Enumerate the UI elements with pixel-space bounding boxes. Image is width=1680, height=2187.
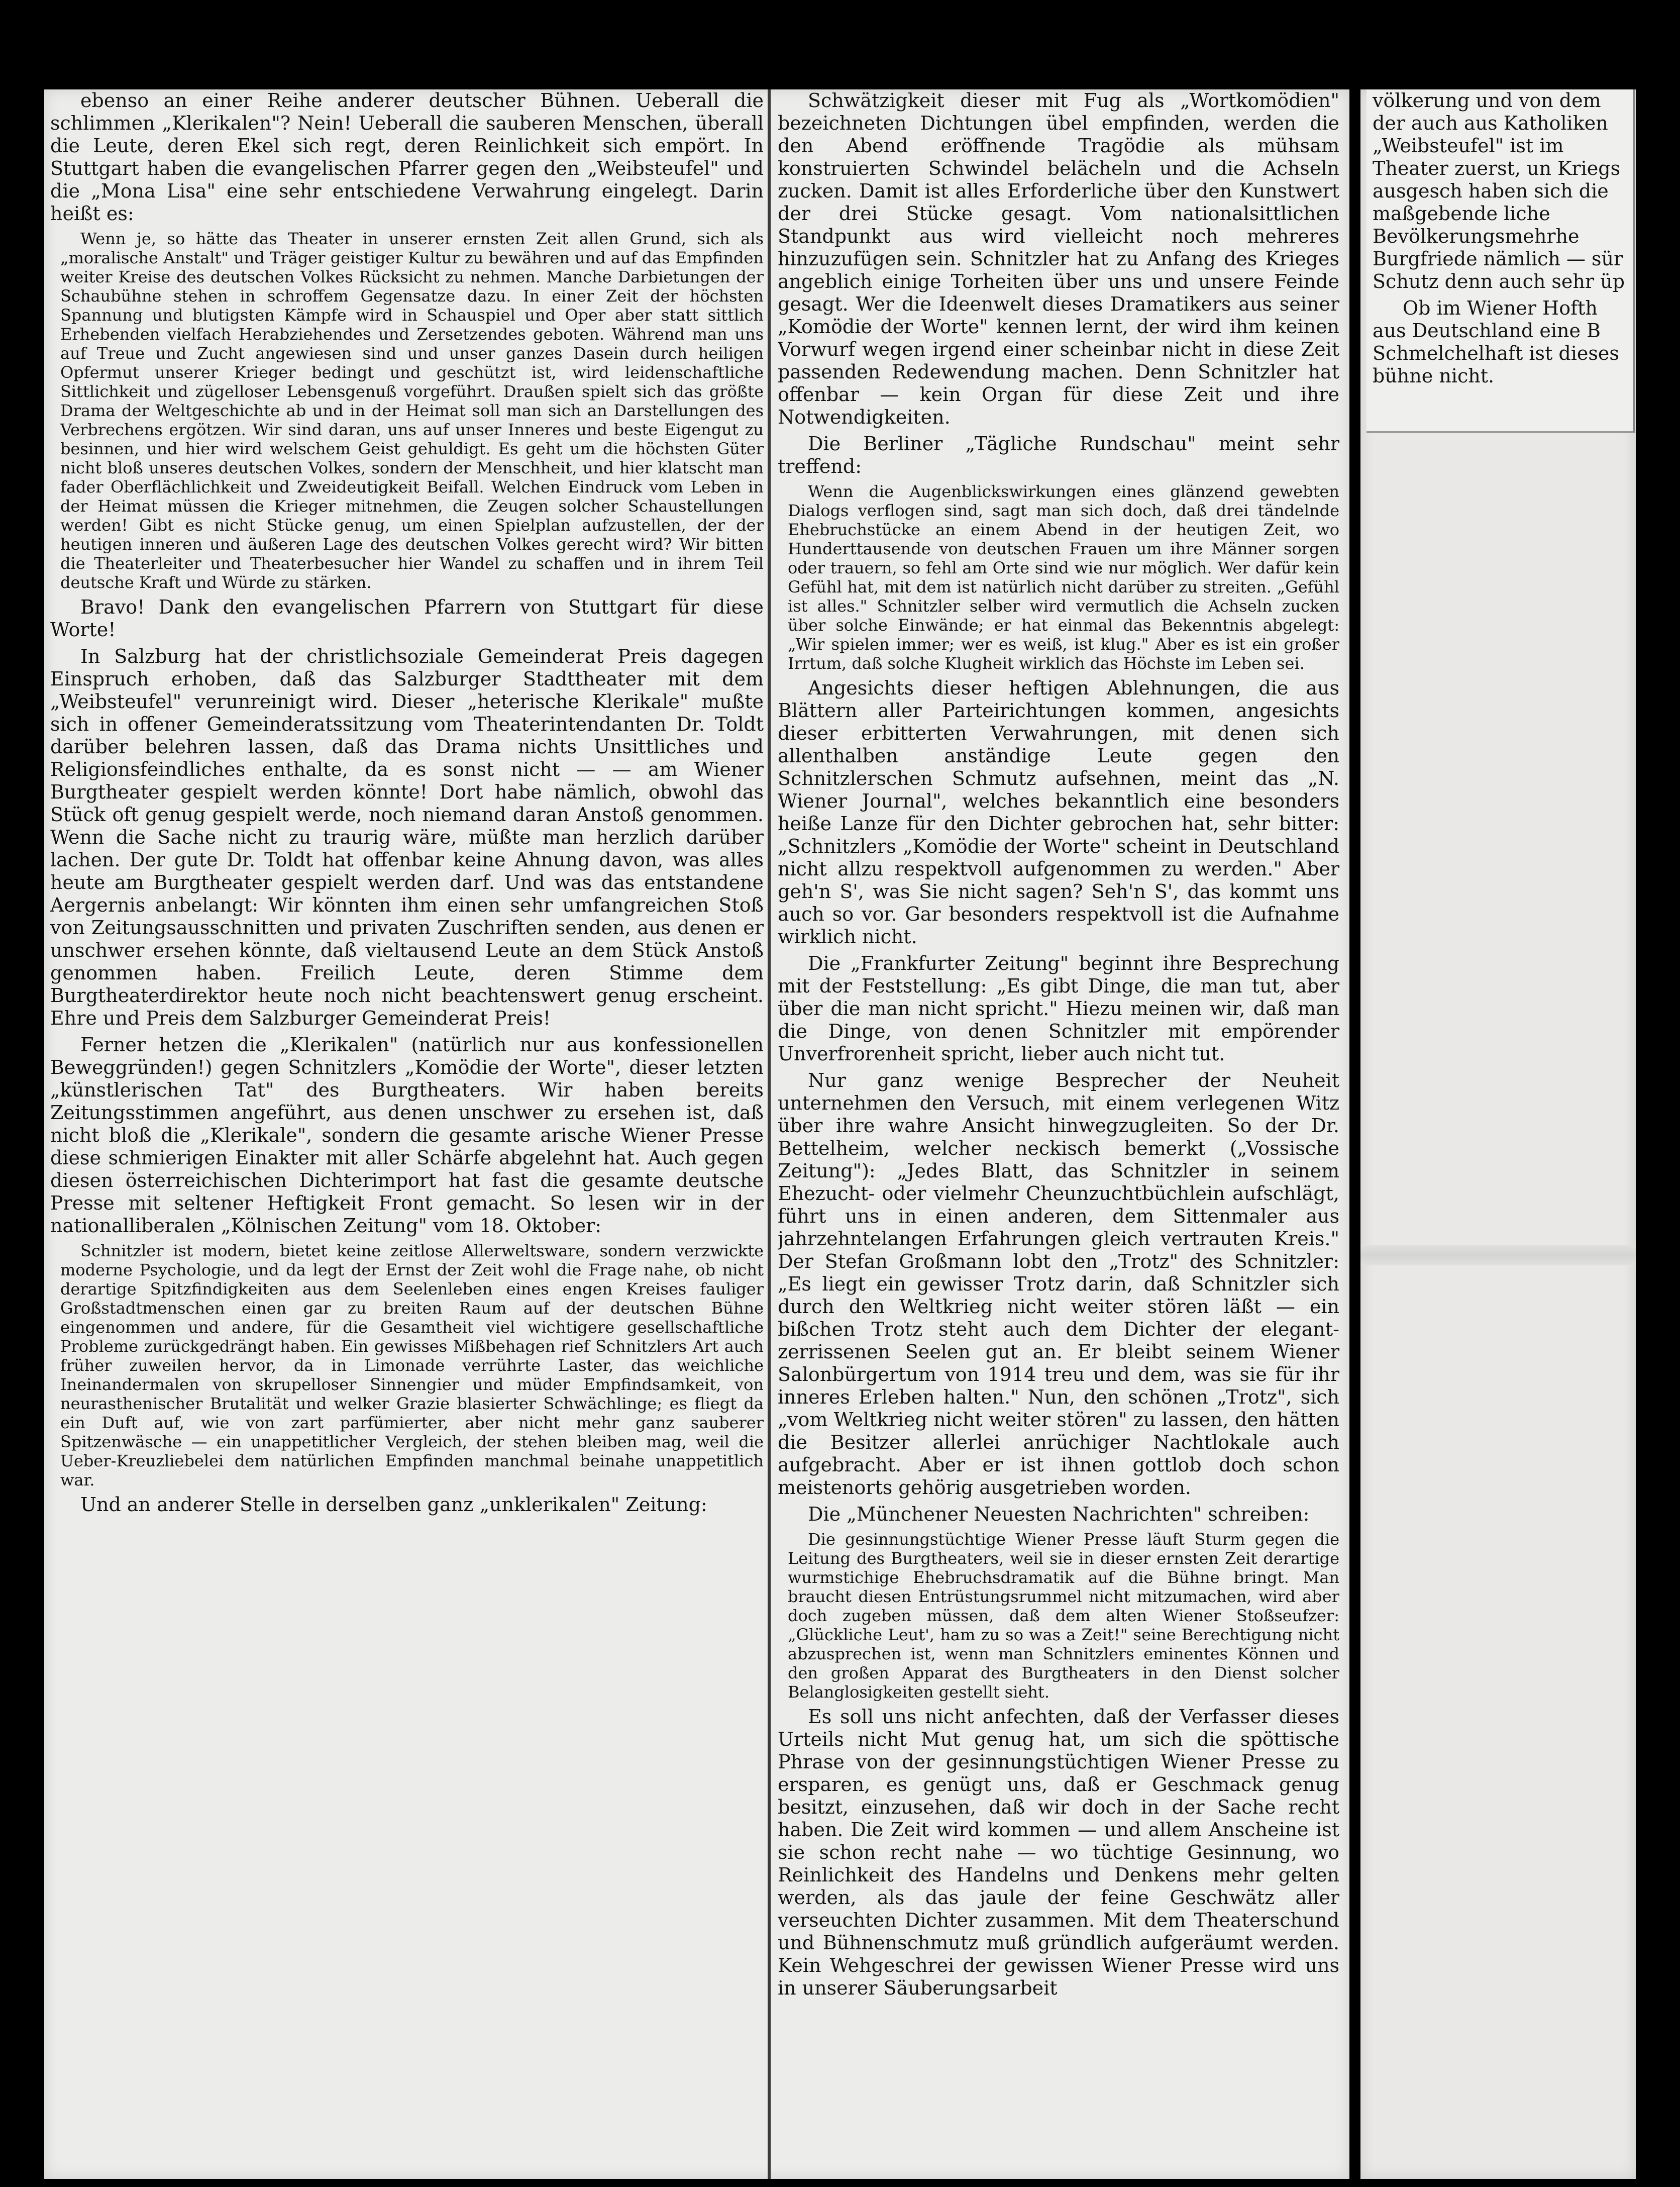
paragraph: Schwätzigkeit dieser mit Fug als „Wortkomödien" bezeichneten Dichtungen übel empfinden, werden die den Abend eröffnende Tragödie als mühsam konstruierten Schwindel belächeln und die Achseln zucken. Damit ist alles Erforderliche über den Kunstwert der drei Stücke gesagt. Vom nationalsittlichen Standpunkt aus wird vielleicht noch mehreres hinzuzufügen sein. Schnitzler hat zu Anfang des Krieges angeblich einige Torheiten über uns und unsere Feinde gesagt. Wer die Ideenwelt dieses Dramatikers aus seiner „Komödie der Worte" kennen lernt, der wird ihm keinen Vorwurf wegen irgend einer scheinbar nicht in diese Zeit passenden Redewendung machen. Denn Schnitzler hat offenbar — kein Organ für diese Zeit und ihre Notwendigkeiten.	[778, 89, 1339, 428]
paragraph: Nur ganz wenige Besprecher der Neuheit unternehmen den Versuch, mit einem verlegenen Witz über ihre wahre Ansicht hinwegzugleiten. So der Dr. Bettelheim, welcher neckisch bemerkt („Vossische Zeitung"): „Jedes Blatt, das Schnitzler in seinem Ehezucht- oder vielmehr Cheunzuchtbüchlein aufschlägt, führt uns in einen anderen, dem Sittenmaler aus jahrzehntelangen Erfahrungen gleich vertrauten Kreis." Der Stefan Großmann lobt den „Trotz" des Schnitzler: „Es liegt ein gewisser Trotz darin, daß Schnitzler sich durch den Weltkrieg nicht weiter stören läßt — ein bißchen Trotz steht auch dem Dichter der elegant-zerrissenen Seelen gut an. Er bleibt seinem Wiener Salonbürgertum von 1914 treu und dem, was sie für ihr inneres Erleben halten." Nun, den schönen „Trotz", sich „vom Weltkrieg nicht weiter stören" zu lassen, den hätten die Besitzer allerlei anrüchiger Nachtlokale auch aufgebracht. Aber er ist ihnen gottlob doch schon meistenorts gehörig ausgetrieben worden.	[778, 1069, 1339, 1499]
paragraph: Bravo! Dank den evangelischen Pfarrern von Stuttgart für diese Worte!	[50, 596, 764, 641]
quoted-paragraph: Wenn je, so hätte das Theater in unserer ernsten Zeit allen Grund, sich als „moralische Anstalt" und Träger geistiger Kultur zu bewähren und auf das Empfinden weiter Kreise des deutschen Volkes Rücksicht zu nehmen. Manche Darbietungen der Schaubühne stehen in schroffem Gegensatze dazu. In einer Zeit der höchsten Spannung und blutigsten Kämpfe wird in Schauspiel und Oper aber statt sittlich Erhebenden vielfach Herabziehendes und Zersetzendes geboten. Während man uns auf Treue und Zucht angewiesen sind und unser ganzes Dasein durch heiligen Opfermut unserer Krieger bedingt und geschützt ist, wird leidenschaftliche Sittlichkeit und zügelloser Lebensgenuß vorgeführt. Draußen spielt sich das größte Drama der Weltgeschichte ab und in der Heimat soll man sich an Darstellungen des Verbrechens ergötzen. Wir sind daran, uns auf unser Inneres und beste Eigengut zu besinnen, und hier wird welschem Geist gehuldigt. Es geht um die höchsten Güter nicht bloß unseres deutschen Volkes, sondern der Menschheit, und hier klatscht man fader Oberflächlichkeit und Zweideutigkeit Beifall. Welchen Eindruck vom Leben in der Heimat müssen die Krieger mitnehmen, die Zeugen solcher Schaustellungen werden! Gibt es nicht Stücke genug, um einen Spielplan aufzustellen, der der heutigen inneren und äußeren Lage des deutschen Volkes gerecht wird? Wir bitten die Theaterleiter und Theaterbesucher hier Wandel zu schaffen und in ihrem Teil deutsche Kraft und Würde zu stärken.	[60, 229, 764, 592]
paragraph: Und an anderer Stelle in derselben ganz „unklerikalen" Zeitung:	[80, 1494, 707, 1516]
paragraph: In Salzburg hat der christlichsoziale Gemeinderat Preis dagegen Einspruch erhoben, daß das Salzburger Stadttheater mit dem „Weibsteufel" verunreinigt wird. Dieser „heterische Klerikale" mußte sich in offener Gemeinderatssitzung vom Theaterintendanten Dr. Toldt darüber belehren lassen, daß das Drama nichts Unsittliches und Religionsfeindliches enthalte, da es sonst nicht — — am Wiener Burgtheater gespielt werden könnte! Dort habe nämlich, obwohl das Stück oft genug gespielt werde, noch niemand daran Anstoß genommen. Wenn die Sache nicht zu traurig wäre, müßte man herzlich darüber lachen. Der gute Dr. Toldt hat offenbar keine Ahnung davon, was alles heute am Burgtheater gespielt werden darf. Und was das entstandene Aergernis anbelangt: Wir könnten ihm einen sehr umfangreichen Stoß von Zeitungsausschnitten und privaten Zuschriften senden, aus denen er unschwer ersehen könnte, daß vieltausend Leute an dem Stück Anstoß genommen haben. Freilich Leute, deren Stimme dem Burgtheaterdirektor heute noch nicht beachtenswert genug erscheint. Ehre und Preis dem Salzburger Gemeinderat Preis!	[50, 645, 764, 1029]
quoted-paragraph: Wenn die Augenblickswirkungen eines glänzend gewebten Dialogs verflogen sind, sagt man sich doch, daß drei tändelnde Ehebruchstücke an einem Abend in der heutigen Zeit, wo Hunderttausende von deutschen Frauen um ihre Männer sorgen oder trauern, so fehl am Orte sind wie nur möglich. Wer dafür kein Gefühl hat, mit dem ist natürlich nicht darüber zu streiten. „Gefühl ist alles." Schnitzler selber wird vermutlich die Achseln zucken über solche Einwände; er hat einmal das Bekenntnis abgelegt: „Wir spielen immer; wer es weiß, ist klug." Aber es ist ein großer Irrtum, daß solche Klugheit wirklich das Höchste im Leben sei.	[788, 482, 1339, 673]
paragraph: Ferner hetzen die „Klerikalen" (natürlich nur aus konfessionellen Beweggründen!) gegen Schnitzlers „Komödie der Worte", dieser letzten „künstlerischen Tat" des Burgtheaters. Wir haben bereits Zeitungsstimmen angeführt, aus denen unschwer zu ersehen ist, daß nicht bloß die „Klerikale", sondern die gesamte arische Wiener Presse diese schmierigen Einakter mit aller Schärfe abgelehnt hat. Auch gegen diesen österreichischen Dichterimport hat fast die gesamte deutsche Presse mit seltener Heftigkeit Front gemacht. So lesen wir in der nationalliberalen „Kölnischen Zeitung" vom 18. Oktober:	[50, 1034, 764, 1237]
paragraph: ebenso an einer Reihe anderer deutscher Bühnen. Ueberall die schlimmen „Klerikalen"? Nein! Ueberall die sauberen Menschen, überall die Leute, deren Ekel sich regt, deren Reinlichkeit sich empört. In Stuttgart haben die evangelischen Pfarrer gegen den „Weibsteufel" und die „Mona Lisa" eine sehr entschiedene Verwahrung eingelegt. Darin heißt es:	[50, 89, 764, 225]
paragraph: Es soll uns nicht anfechten, daß der Verfasser dieses Urteils nicht Mut genug hat, um sich die spöttische Phrase von der gesinnungstüchtigen Wiener Presse zu ersparen, es genügt uns, daß er Geschmack genug besitzt, einzusehen, daß wir doch in der Sache recht haben. Die Zeit wird kommen — und allem Anscheine ist sie schon recht nahe — wo tüchtige Gesinnung, wo Reinlichkeit des Handelns und Denkens mehr gelten werden, als das jaule der feine Geschwätz aller verseuchten Dichter zusammen. Mit dem Theaterschund und Bühnenschmutz muß gründlich aufgeräumt werden. Kein Wehgeschrei der gewissen Wiener Presse wird uns in unserer Säuberungsarbeit	[778, 1706, 1339, 1999]
column-divider	[768, 89, 771, 2179]
paragraph: Angesichts dieser heftigen Ablehnungen, die aus Blättern aller Parteirichtungen kommen, angesichts dieser erbitterten Verwahrungen, mit denen sich allenthalben anständige Leute gegen den Schnitzlerschen Schmutz aufsehnen, meint das „N. Wiener Journal", welches bekanntlich eine besonders heiße Lanze für den Dichter gebrochen hat, sehr bitter: „Schnitzlers „Komödie der Worte" scheint in Deutschland nicht allzu respektvoll aufgenommen zu werden." Aber geh'n S', was Sie nicht sagen? Seh'n S', das kommt uns auch so vor. Gar besonders respektvoll ist die Aufnahme wirklich nicht.	[778, 677, 1339, 948]
paragraph: Die Berliner „Tägliche Rundschau" meint sehr treffend:	[778, 433, 1339, 477]
text-column-1	[50, 89, 764, 2179]
text-column-2	[778, 89, 1339, 2179]
newspaper-clipping-right	[1360, 89, 1636, 2179]
paper-fold	[1360, 1245, 1636, 1265]
paragraph: völkerung und von dem der auch aus Katholiken „Weibsteufel" ist im Theater zuerst, un Kriegs ausgesch haben sich die maßgebende liche Bevölkerungsmehrhe Burgfriede nämlich — sür Schutz denn auch sehr üp	[1373, 89, 1625, 292]
newspaper-clipping-main	[44, 89, 1349, 2179]
quoted-paragraph: Schnitzler ist modern, bietet keine zeitlose Allerweltsware, sondern verzwickte moderne Psychologie, und da legt der Ernst der Zeit wohl die Frage nahe, ob nicht derartige Spitzfindigkeiten aus dem Seelenleben eines engen Kreises fauliger Großstadtmenschen einen gar zu breiten Raum auf der deutschen Bühne eingenommen und andere, für die Gesamtheit viel wichtigere gesellschaftliche Probleme zurückgedrängt haben. Ein gewisses Mißbehagen rief Schnitzlers Art auch früher zuweilen hervor, da in Limonade verrührte Laster, das weichliche Ineinandermalen von skrupelloser Sinnengier und müder Empfindsamkeit, von neurasthenischer Brutalität und welker Grazie blasierter Schwächlinge; es fliegt da ein Duft auf, wie von zart parfümierter, aber nicht mehr ganz sauberer Spitzenwäsche — ein unappetitlicher Vergleich, der stehen bleiben mag, weil die Ueber-Kreuzliebelei dem natürlichen Empfinden manchmal beinahe unappetitlich war.	[60, 1241, 764, 1489]
paragraph: Die „Münchener Neuesten Nachrichten" schreiben:	[808, 1503, 1310, 1525]
quoted-paragraph: Die gesinnungstüchtige Wiener Presse läuft Sturm gegen die Leitung des Burgtheaters, weil sie in dieser ernsten Zeit derartige wurmstichige Ehebruchsdramatik auf die Bühne bringt. Man braucht diesen Entrüstungsrummel nicht mitzumachen, wird aber doch zugeben müssen, daß dem alten Wiener Stoßseufzer: „Glückliche Leut', ham zu so was a Zeit!" seine Berechtigung nicht abzusprechen ist, wenn man Schnitzlers eminentes Können und den großen Apparat des Burgtheaters in den Dienst solcher Belanglosigkeiten gestellt sieht.	[788, 1530, 1339, 1702]
clipping-fragment	[1367, 89, 1635, 433]
paragraph: Die „Frankfurter Zeitung" beginnt ihre Besprechung mit der Feststellung: „Es gibt Dinge, die man tut, aber über die man nicht spricht." Hiezu meinen wir, daß man die Dinge, von denen Schnitzler mit empörender Unverfrorenheit spricht, lieber auch nicht tut.	[778, 952, 1339, 1065]
paragraph: Ob im Wiener Hofth aus Deutschland eine B Schmelchelhaft ist dieses bühne nicht.	[1373, 297, 1619, 387]
